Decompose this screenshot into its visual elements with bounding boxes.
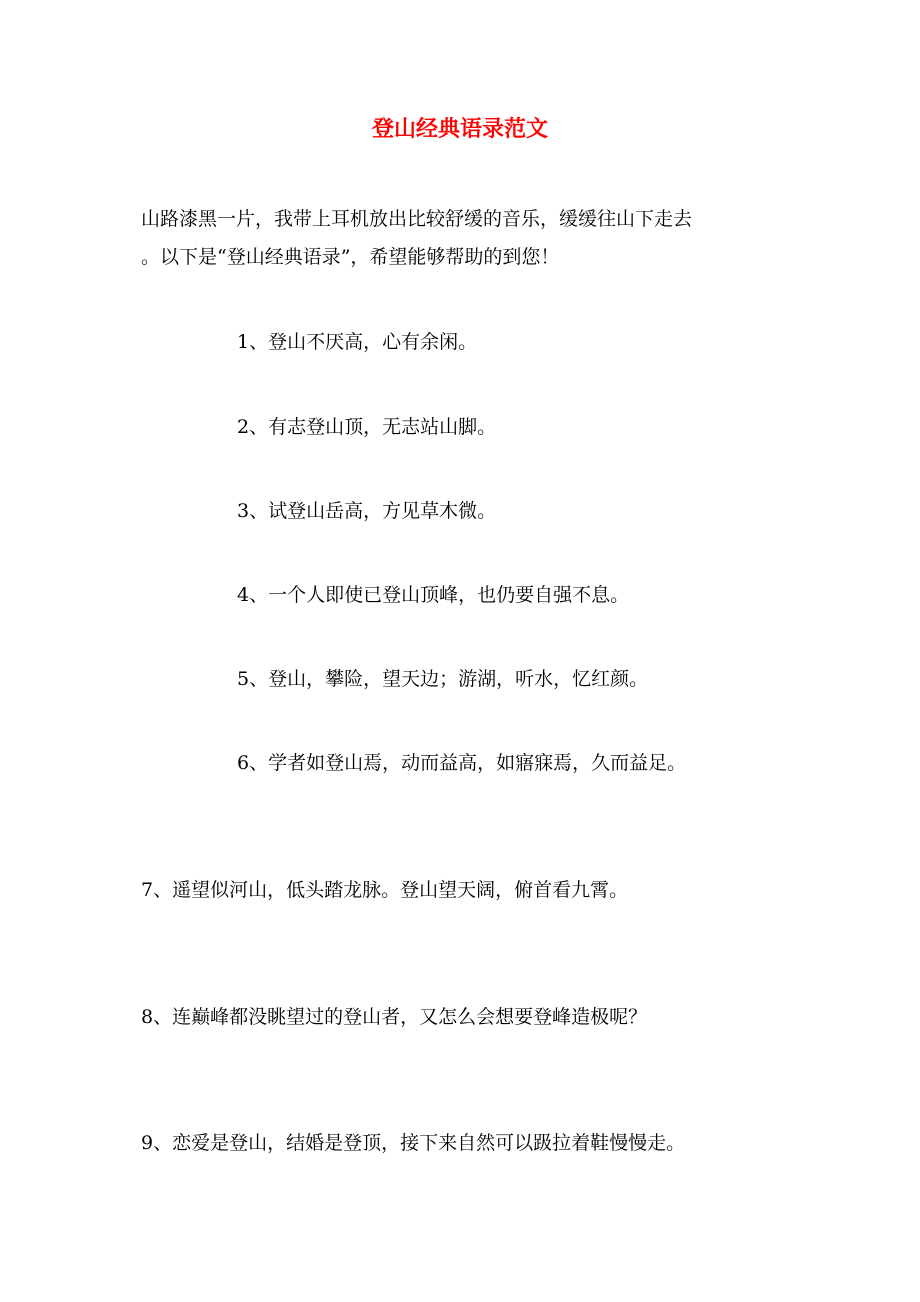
quote-item-9: 9、恋爱是登山，结婚是登顶，接下来自然可以趿拉着鞋慢慢走。 bbox=[141, 1132, 686, 1154]
quote-item-7: 7、遥望似河山，低头踏龙脉。登山望天阔，俯首看九霄。 bbox=[141, 879, 629, 901]
quote-item-8: 8、连巅峰都没眺望过的登山者，又怎么会想要登峰造极呢？ bbox=[141, 1006, 648, 1028]
quote-item-1: 1、登山不厌高，心有余闲。 bbox=[237, 331, 478, 353]
document-title: 登山经典语录范文 bbox=[371, 116, 548, 142]
quote-item-3: 3、试登山岳高，方见草木微。 bbox=[237, 500, 497, 522]
intro-line-1: 山路漆黑一片，我带上耳机放出比较舒缓的音乐，缓缓往山下走去 bbox=[141, 208, 693, 230]
intro-paragraph bbox=[141, 200, 781, 276]
quote-item-2: 2、有志登山顶，无志站山脚。 bbox=[237, 416, 497, 438]
intro-line-2: 。以下是“登山经典语录”，希望能够帮助的到您！ bbox=[141, 246, 560, 268]
quote-item-6: 6、学者如登山焉，动而益高，如寤寐焉，久而益足。 bbox=[237, 752, 687, 774]
quote-item-5: 5、登山，攀险，望天边；游湖，听水，忆红颜。 bbox=[237, 668, 649, 690]
quote-item-4: 4、一个人即使已登山顶峰，也仍要自强不息。 bbox=[237, 584, 630, 606]
